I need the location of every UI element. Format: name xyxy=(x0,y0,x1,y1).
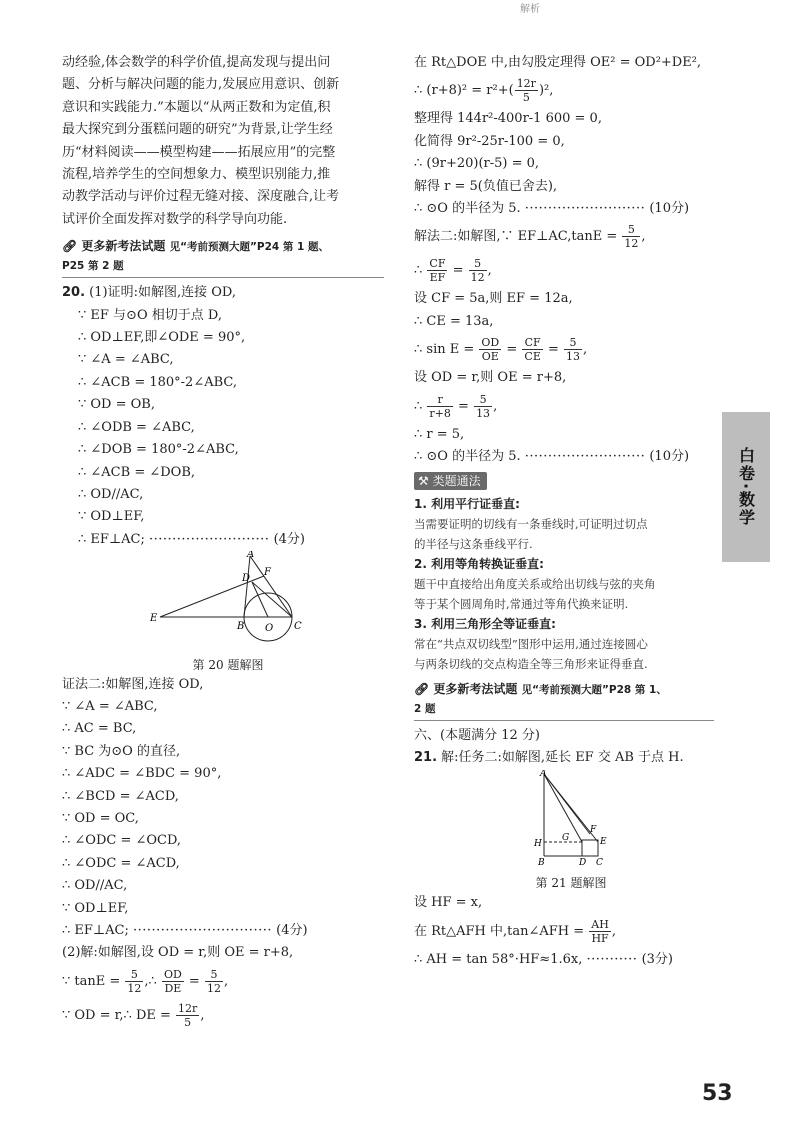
figure-21-svg xyxy=(526,770,616,866)
alt-method-line xyxy=(414,220,714,254)
fraction xyxy=(564,336,582,363)
tips-box xyxy=(414,468,714,673)
intro-line: 流程,培养学生的空间想象力、模型识别能力,推 xyxy=(62,167,331,183)
proof-line: ∴ AC = BC, xyxy=(62,721,137,737)
numerator: 12r xyxy=(516,77,536,91)
proof-line: ∵ OD⊥EF, xyxy=(78,509,145,525)
more-detail: 见“考前预测大题”P24 第 1 题、 xyxy=(169,241,330,254)
fraction xyxy=(474,393,492,420)
dot-leader: ······························ xyxy=(133,923,272,938)
subject-side-tab: 白卷·数学 xyxy=(722,412,770,562)
right-column xyxy=(414,52,714,971)
intro-paragraph xyxy=(62,52,384,231)
more-questions-box xyxy=(62,233,384,278)
intro-line: 最大探究到分蛋糕问题的研究”为背景,让学生经 xyxy=(62,122,333,138)
intro-line: 题、分析与解决问题的能力,发展应用意识、创新 xyxy=(62,77,340,93)
fraction xyxy=(125,968,143,995)
step-line: 设 CF = 5a,则 EF = 12a, xyxy=(414,291,573,307)
proof-line: ∴ EF⊥AC; xyxy=(62,923,129,938)
q20-header xyxy=(62,282,384,304)
fig-label: C xyxy=(596,857,603,866)
fraction xyxy=(469,257,487,284)
math-text: ∴ xyxy=(414,263,427,279)
math-text: , xyxy=(611,923,616,939)
proof-line: ∵ OD = OC, xyxy=(62,810,139,826)
denominator: 5 xyxy=(184,1015,192,1029)
proof-line: ∴ ∠ODC = ∠OCD, xyxy=(62,833,182,849)
fig-label: B xyxy=(538,857,545,866)
step-line: ∴ r = 5, xyxy=(414,426,465,442)
intro-line: 试评价全面发挥对数学的科学导向功能. xyxy=(62,211,288,227)
intro-line: 意识和实践能力.”本题以“从两正数和为定值,积 xyxy=(62,99,331,115)
proof-line: ∵ EF 与⊙O 相切于点 D, xyxy=(78,307,222,323)
part-2-line: (2)解:如解图,设 OD = r,则 OE = r+8, xyxy=(62,945,294,961)
question-number: 20. xyxy=(62,285,86,301)
tip-body-line: 等于某个圆周角时,常通过等角代换来证明. xyxy=(414,596,629,611)
intro-line: 动教学活动与评价过程无缝对接、深度融合,让考 xyxy=(62,189,340,205)
dot-leader: ·························· xyxy=(524,449,646,465)
tips-title xyxy=(414,472,487,490)
dot-leader: ·························· xyxy=(149,531,270,547)
score: (4分) xyxy=(276,923,308,938)
proof-line: ∴ ∠DOB = 180°-2∠ABC, xyxy=(78,442,239,458)
tip-body-line: 当需要证明的切线有一条垂线时,可证明过切点 xyxy=(414,516,648,531)
math-text: , xyxy=(583,342,588,358)
math-text: ∴ xyxy=(414,398,427,414)
page-number: 53 xyxy=(702,1081,733,1106)
math-text: , xyxy=(223,973,229,989)
tan-line xyxy=(62,965,384,999)
proof-line: ∵ OD⊥EF, xyxy=(62,900,129,916)
fraction xyxy=(515,77,538,104)
proof-line: ∵ ∠A = ∠ABC, xyxy=(78,352,174,368)
fraction xyxy=(162,968,184,995)
math-text: 解法二:如解图,∵ EF⊥AC,tanE = xyxy=(414,229,622,245)
fig-label: H xyxy=(534,838,542,849)
sin-line xyxy=(414,333,714,367)
math-text: ,∴ xyxy=(144,973,161,989)
math-text: = xyxy=(453,398,474,414)
link-icon: 🔗︎ xyxy=(62,239,78,254)
equation-line xyxy=(414,74,714,108)
denominator: 12 xyxy=(127,981,142,995)
q21-header xyxy=(414,747,714,769)
figure-20 xyxy=(148,551,308,673)
result-line: ∴ ⊙O 的半径为 5. xyxy=(414,449,521,465)
score: (3分) xyxy=(641,951,673,967)
numerator: CF xyxy=(522,336,542,350)
math-text: , xyxy=(487,263,492,279)
tip-body-line: 题干中直接给出角度关系或给出切线与弦的夹角 xyxy=(414,576,656,591)
more-detail: 见“考前预测大题”P28 第 1、 xyxy=(521,683,667,696)
proof-line: ∵ ∠A = ∠ABC, xyxy=(62,698,158,714)
ratio-line xyxy=(414,390,714,424)
fraction xyxy=(205,968,223,995)
math-text: )², xyxy=(538,83,554,99)
step-line: 设 OD = r,则 OE = r+8, xyxy=(414,370,567,386)
tip-heading: 3. 利用三角形全等证垂直: xyxy=(414,616,556,631)
figure-20-svg xyxy=(148,551,308,647)
numerator: 5 xyxy=(622,223,640,237)
fig-label: C xyxy=(294,621,302,633)
denominator: 12 xyxy=(470,271,485,285)
cf-line xyxy=(414,254,714,288)
de-line xyxy=(62,999,384,1033)
numerator: OD xyxy=(163,967,182,981)
fig-label: E xyxy=(600,836,607,847)
proof-line: ∴ OD//AC, xyxy=(78,486,144,502)
math-text: = xyxy=(184,973,204,989)
link-icon: 🔗︎ xyxy=(414,681,430,696)
ah-line-with-score xyxy=(414,949,714,971)
fig-label: E xyxy=(150,613,158,625)
tip-body-line: 常在“共点双切线型”图形中运用,通过连接圆心 xyxy=(414,636,648,651)
step-line: 设 HF = x, xyxy=(414,895,483,911)
denominator: HF xyxy=(591,931,609,945)
math-text: , xyxy=(641,229,646,245)
figure-caption: 第 21 题解图 xyxy=(535,876,607,891)
fraction xyxy=(589,918,611,945)
denominator: 12 xyxy=(206,981,221,995)
intro-line: 动经验,体会数学的科学价值,提高发现与提出问 xyxy=(62,55,331,70)
denominator: OE xyxy=(481,350,499,364)
score: (4分) xyxy=(273,531,306,547)
proof-line: ∴ ∠ADC = ∠BDC = 90°, xyxy=(62,766,222,782)
figure-21 xyxy=(526,770,616,892)
proof-line: ∴ OD//AC, xyxy=(62,878,128,894)
denominator: EF xyxy=(429,271,446,285)
dot-leader: ··········· xyxy=(586,951,638,967)
tan-afh-line xyxy=(414,915,714,949)
proof-line: ∴ ∠ACB = ∠DOB, xyxy=(78,464,195,480)
tip-body-line: 的半径与这条垂线平行. xyxy=(414,536,533,551)
math-text: , xyxy=(493,398,498,414)
step-line: ∴ AH = tan 58°·HF≈1.6x, xyxy=(414,951,583,967)
method-2-first: 证法二:如解图,连接 OD, xyxy=(62,676,204,692)
proof-line: ∴ ∠ODB = ∠ABC, xyxy=(78,419,195,435)
denominator: 13 xyxy=(476,406,491,420)
denominator: r+8 xyxy=(429,406,451,420)
numerator: 5 xyxy=(205,968,223,982)
fraction xyxy=(622,223,640,250)
result-with-score xyxy=(414,198,714,220)
proof-1 xyxy=(62,305,384,551)
q20-first-line: (1)证明:如解图,连接 OD, xyxy=(89,285,236,301)
proof-line: ∴ OD⊥EF,即∠ODE = 90°, xyxy=(78,330,246,346)
header-mark: 解析 xyxy=(520,4,540,15)
proof-line: ∵ OD = OB, xyxy=(78,397,155,413)
more-title: 更多新考法试题 xyxy=(433,681,518,696)
fig-label: O xyxy=(265,623,274,635)
denominator: 13 xyxy=(566,350,581,364)
math-text: = xyxy=(543,342,564,358)
denominator: 5 xyxy=(522,91,530,105)
tip-heading: 2. 利用等角转换证垂直: xyxy=(414,556,544,571)
pythagoras-line: 在 Rt△DOE 中,由勾股定理得 OE² = OD²+DE², xyxy=(414,55,702,70)
step-line: 整理得 144r²-400r-1 600 = 0, xyxy=(414,111,602,127)
step-line: 化简得 9r²-25r-100 = 0, xyxy=(414,133,565,149)
step-line: 解得 r = 5(负值已舍去), xyxy=(414,178,558,194)
proof-line: ∴ EF⊥AC; xyxy=(78,531,145,547)
denominator: DE xyxy=(164,981,182,995)
fig-label: D xyxy=(579,857,587,866)
step-line: ∴ CE = 13a, xyxy=(414,313,494,329)
fraction xyxy=(176,1002,199,1029)
proof-line-with-score xyxy=(78,529,384,551)
numerator: 5 xyxy=(474,393,492,407)
math-text: , xyxy=(200,1007,205,1023)
numerator: 5 xyxy=(469,257,487,271)
math-text: ∴ (r+8)² = r²+( xyxy=(414,83,514,99)
more-questions-box xyxy=(414,676,714,721)
math-text: ∵ tanE = xyxy=(62,973,125,989)
fig-label: G xyxy=(562,832,570,843)
proof-line-with-score xyxy=(62,920,384,942)
figure-caption: 第 20 题解图 xyxy=(192,657,264,672)
section-heading: 六、(本题满分 12 分) xyxy=(414,727,540,743)
denominator: 12 xyxy=(624,237,639,251)
question-number: 21. xyxy=(414,750,438,766)
result-with-score xyxy=(414,446,714,468)
fig-label: B xyxy=(237,621,245,633)
fig-label: D xyxy=(242,573,251,585)
numerator: r xyxy=(427,393,452,407)
denominator: CE xyxy=(524,350,541,364)
fig-label: F xyxy=(590,824,597,835)
result-line: ∴ ⊙O 的半径为 5. xyxy=(414,201,521,217)
math-text: = xyxy=(502,342,522,358)
math-text: ∴ sin E = xyxy=(414,342,479,358)
score: (10分) xyxy=(649,201,690,217)
fig-label: A xyxy=(540,769,547,779)
math-text: = xyxy=(448,263,468,279)
more-detail-2: P25 第 2 题 xyxy=(62,260,124,273)
numerator: 5 xyxy=(564,336,582,350)
step-line: ∴ (9r+20)(r-5) = 0, xyxy=(414,156,540,172)
fraction xyxy=(522,336,542,363)
proof-line: ∴ ∠ACB = 180°-2∠ABC, xyxy=(78,374,238,390)
more-detail-2: 2 题 xyxy=(414,702,436,715)
numerator: 12r xyxy=(178,1001,198,1015)
proof-line: ∴ ∠BCD = ∠ACD, xyxy=(62,788,179,804)
score: (10分) xyxy=(649,449,690,465)
intro-line: 历“材料阅读——模型构建——拓展应用”的完整 xyxy=(62,144,336,160)
numerator: AH xyxy=(591,917,609,931)
numerator: CF xyxy=(429,257,446,271)
proof-line: ∵ BC 为⊙O 的直径, xyxy=(62,743,181,759)
numerator: OD xyxy=(481,336,500,350)
tip-heading: 1. 利用平行证垂直: xyxy=(414,496,520,511)
math-text: 在 Rt△AFH 中,tan∠AFH = xyxy=(414,923,589,939)
fraction xyxy=(427,393,452,420)
more-title: 更多新考法试题 xyxy=(81,239,166,254)
tip-body-line: 与两条切线的交点构造全等三角形来证得垂直. xyxy=(414,656,648,671)
numerator: 5 xyxy=(125,968,143,982)
fraction xyxy=(479,336,501,363)
tips-title-text: 类题通法 xyxy=(432,474,481,489)
fig-label: A xyxy=(247,551,255,561)
proof-2 xyxy=(62,696,384,942)
fraction xyxy=(427,257,447,284)
fig-label: F xyxy=(264,567,271,579)
q21-first-line: 解:任务二:如解图,延长 EF 交 AB 于点 H. xyxy=(441,750,684,766)
proof-line: ∴ ∠ODC = ∠ACD, xyxy=(62,855,180,871)
left-column xyxy=(62,52,384,1033)
math-text: ∵ OD = r,∴ DE = xyxy=(62,1007,176,1023)
key-icon: ⚒︎ xyxy=(418,474,429,489)
dot-leader: ·························· xyxy=(524,201,646,217)
